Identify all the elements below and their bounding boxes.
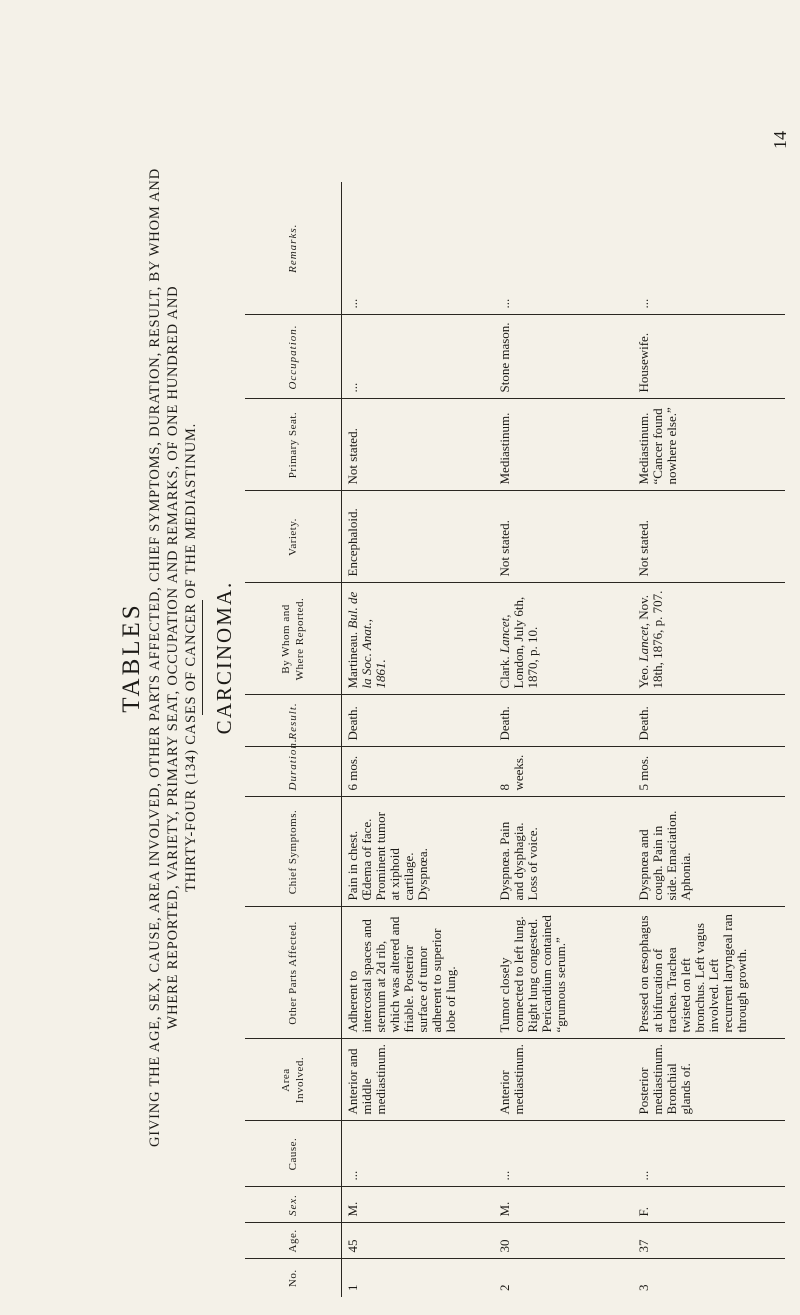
col-header-age: Age. [245,1223,342,1259]
reported-source: Lancet, [496,614,512,654]
table-row [633,182,785,1297]
cell-result: Death. [342,695,494,747]
cell-occupation: Stone mason. [494,315,633,399]
cases-table [245,182,785,1297]
col-header-area: Area Involved. [245,1039,342,1121]
cell-remarks: ... [494,182,633,315]
reported-detail: Nov. 18th, 1876, p. 707. [636,590,666,689]
cell-area: Posterior mediastinum. Bronchial glands of. [633,1039,785,1121]
cell-symptoms: Dyspnœa and cough. Pain in side. Emaciation. Aphonia. [633,797,785,907]
cell-cause: ... [342,1121,494,1187]
cell-remarks: ... [342,182,494,315]
reported-author: Yeo. [636,664,652,689]
caption-line: THIRTY-FOUR (134) CASES OF CANCER OF THE MEDIASTINUM. [183,422,199,893]
caption-line: GIVING THE AGE, SEX, CAUSE, AREA INVOLVED, OTHER PARTS AFFECTED, CHIEF SYMPTOMS, DURATION, RESULT, BY WHOM AND [147,168,163,1147]
reported-author: Clark. [496,656,512,689]
page-heading: TABLES [118,602,145,713]
col-header-variety: Variety. [245,491,342,583]
cell-age: 30 [494,1223,633,1259]
cell-symptoms: Dyspnœa. Pain and dysphagia. Loss of voice. [494,797,633,907]
cell-no: 1 [345,1284,360,1291]
cell-occupation: Housewife. [633,315,785,399]
reported-detail: London, July 6th, 1870, p. 10. [510,596,540,689]
cell-sex: M. [342,1187,494,1223]
table-caption [146,150,200,1165]
cell-duration: 6 mos. [342,747,494,797]
cell-remarks: ... [633,182,785,315]
caption-line: WHERE REPORTED, VARIETY, PRIMARY SEAT, OCCUPATION AND REMARKS, OF ONE HUNDRED AND [165,285,181,1030]
col-header-duration: Duration. [245,747,342,797]
cell-other-parts: Pressed on œsophagus at bifurcation of trachea. Trachea twisted on left bronchus. Left vagus involved. Left recurrent laryngeal ran through growth. [633,907,785,1039]
col-header-no: No. [245,1259,342,1297]
cell-result: Death. [633,695,785,747]
table-row [494,182,633,1297]
section-title: CARCINOMA. [212,580,236,735]
cell-other-parts: Adherent to intercostal spaces and sternum at 2d rib, which was altered and friable. Posterior surface of tumor adherent to superior lobe of lung. [342,907,494,1039]
cell-result: Death. [494,695,633,747]
cell-variety: Not stated. [494,491,633,583]
cell-variety: Not stated. [633,491,785,583]
cell-age: 37 [633,1223,785,1259]
cell-cause: ... [633,1121,785,1187]
table-row [342,182,494,1297]
cell-duration: 5 mos. [633,747,785,797]
cell-area: Anterior and middle mediastinum. [342,1039,494,1121]
cell-sex: F. [633,1187,785,1223]
col-header-seat: Primary Seat. [245,399,342,491]
cell-variety: Encephaloid. [342,491,494,583]
cell-reported [494,583,633,695]
reported-source: Bul. de la Soc. Anat., 1861. [345,591,388,689]
cell-duration: 8 weeks. [494,747,633,797]
cell-reported [342,583,494,695]
col-header-other-parts: Other Parts Affected. [245,907,342,1039]
divider-rule [202,600,203,715]
col-header-sex: Sex. [245,1187,342,1223]
cell-sex: M. [494,1187,633,1223]
col-header-occupation: Occupation. [245,315,342,399]
cell-no: 3 [636,1284,652,1291]
cell-no: 2 [496,1284,512,1291]
col-header-result: Result. [245,695,342,747]
reported-source: Lancet, [636,623,652,662]
cell-occupation: ... [342,315,494,399]
cell-seat: Mediastinum. “Cancer found nowhere else.” [633,399,785,491]
cell-seat: Not stated. [342,399,494,491]
cell-area: Anterior mediastinum. [494,1039,633,1121]
cell-seat: Mediastinum. [494,399,633,491]
cell-reported [633,583,785,695]
cell-other-parts: Tumor closely connected to left lung. Right lung congested. Pericardium contained “grumous serum.” [494,907,633,1039]
cell-age: 45 [342,1223,494,1259]
col-header-symptoms: Chief Symptoms. [245,797,342,907]
col-header-remarks: Remarks. [245,182,342,315]
col-header-cause: Cause. [245,1121,342,1187]
cell-symptoms: Pain in chest. Œdema of face. Prominent tumor at xiphoid cartilage. Dyspnœa. [342,797,494,907]
header-row [245,182,342,1297]
page-number: 14 [770,131,790,149]
reported-author: Martineau. [345,631,360,689]
cell-cause: ... [494,1121,633,1187]
col-header-reported: By Whom and Where Reported. [245,583,342,695]
